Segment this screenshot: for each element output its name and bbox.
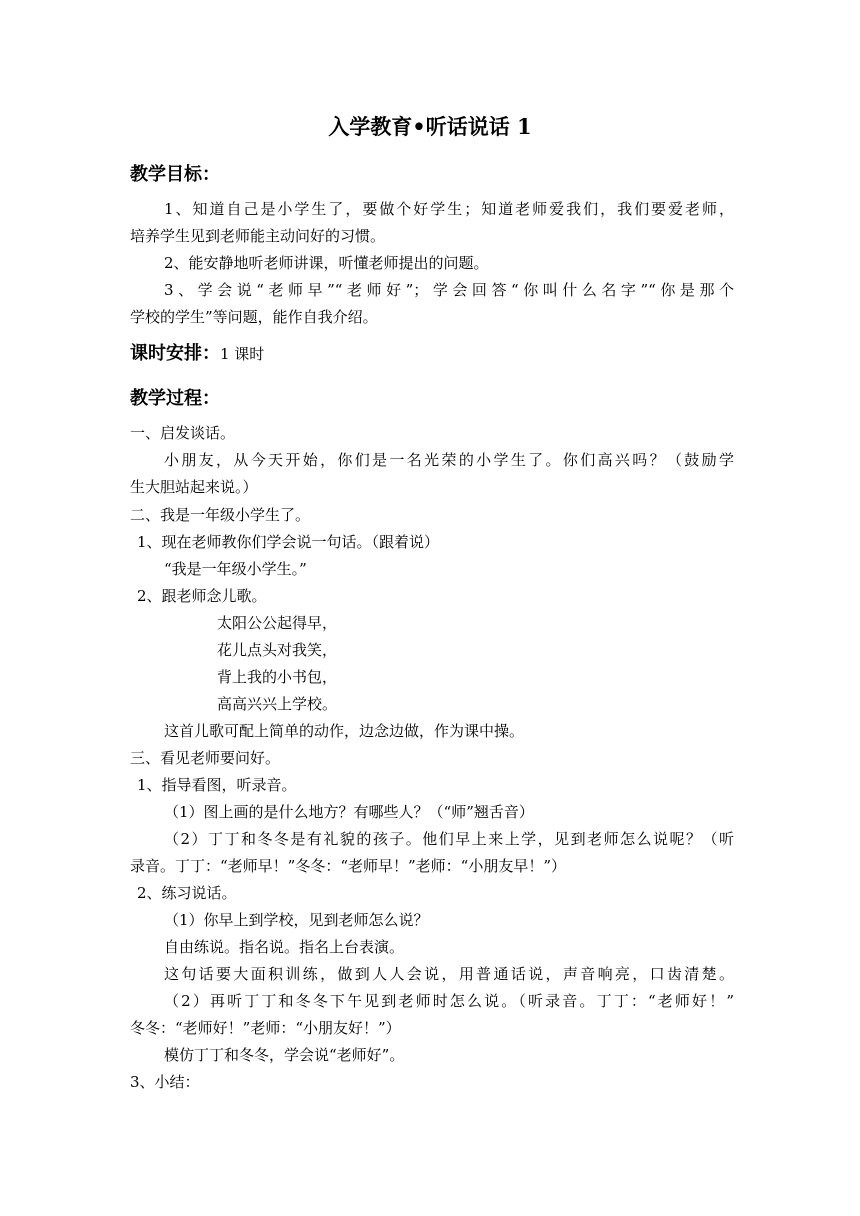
process-line: （2）再听丁丁和冬冬下午见到老师时怎么说。（听录音。丁丁：“老师好！” — [164, 992, 734, 1010]
poem-line: 太阳公公起得早， — [217, 614, 338, 632]
process-line: 3、小结： — [130, 1073, 200, 1091]
process-line: “我是一年级小学生。” — [164, 560, 307, 578]
objective-line: 1、知道自己是小学生了，要做个好学生；知道老师爱我们，我们要爱老师， — [164, 200, 734, 218]
process-line: 二、我是一年级小学生了。 — [130, 506, 311, 524]
poem-line: 高高兴兴上学校。 — [217, 695, 338, 713]
process-line: 这句话要大面积训练，做到人人会说，用普通话说，声音响亮，口齿清楚。 — [164, 965, 734, 983]
process-line: 1、指导看图，听录音。 — [137, 776, 297, 794]
process-line: 1、现在老师教你们学会说一句话。（跟着说） — [137, 533, 440, 551]
process-line: 模仿丁丁和冬冬，学会说“老师好”。 — [164, 1046, 405, 1064]
process-line: 三、看见老师要问好。 — [130, 749, 281, 767]
process-line: 录音。丁丁：“老师早！”冬冬：“老师早！”老师：“小朋友早！”） — [130, 857, 567, 875]
schedule-label: 课时安排： — [130, 343, 220, 364]
objective-line: 2、能安静地听老师讲课，听懂老师提出的问题。 — [164, 254, 489, 272]
process-line: 2、跟老师念儿歌。 — [137, 587, 267, 605]
poem-line: 背上我的小书包， — [217, 668, 338, 686]
process-line: （1）你早上到学校，见到老师怎么说？ — [164, 911, 429, 929]
schedule-value: 1 课时 — [220, 345, 265, 363]
objective-line: 3、学会说“老师早”“老师好”；学会回答“你叫什么名字”“你是那个 — [164, 281, 734, 299]
objectives-heading: 教学目标： — [130, 164, 220, 185]
process-line: 一、启发谈话。 — [130, 424, 236, 442]
process-line: （2）丁丁和冬冬是有礼貌的孩子。他们早上来上学，见到老师怎么说呢？（听 — [164, 830, 734, 848]
schedule-heading — [130, 341, 264, 367]
objective-line: 培养学生见到老师能主动问好的习惯。 — [130, 227, 386, 245]
objective-line: 学校的学生”等问题，能作自我介绍。 — [130, 308, 378, 326]
poem-line: 花儿点头对我笑， — [217, 641, 338, 659]
document-title: 入学教育•听话说话 1 — [328, 114, 532, 139]
process-heading: 教学过程： — [130, 388, 220, 409]
process-line: 小朋友，从今天开始，你们是一名光荣的小学生了。你们高兴吗？（鼓励学 — [164, 451, 734, 469]
process-line: 冬冬：“老师好！”老师：“小朋友好！”） — [130, 1019, 401, 1037]
process-line: 自由练说。指名说。指名上台表演。 — [164, 938, 405, 956]
process-line: 生大胆站起来说。） — [130, 478, 258, 496]
process-line: 这首儿歌可配上简单的动作，边念边做，作为课中操。 — [164, 722, 525, 740]
process-line: 2、练习说话。 — [137, 884, 237, 902]
process-line: （1）图上画的是什么地方？有哪些人？（“师”翘舌音） — [164, 803, 534, 821]
